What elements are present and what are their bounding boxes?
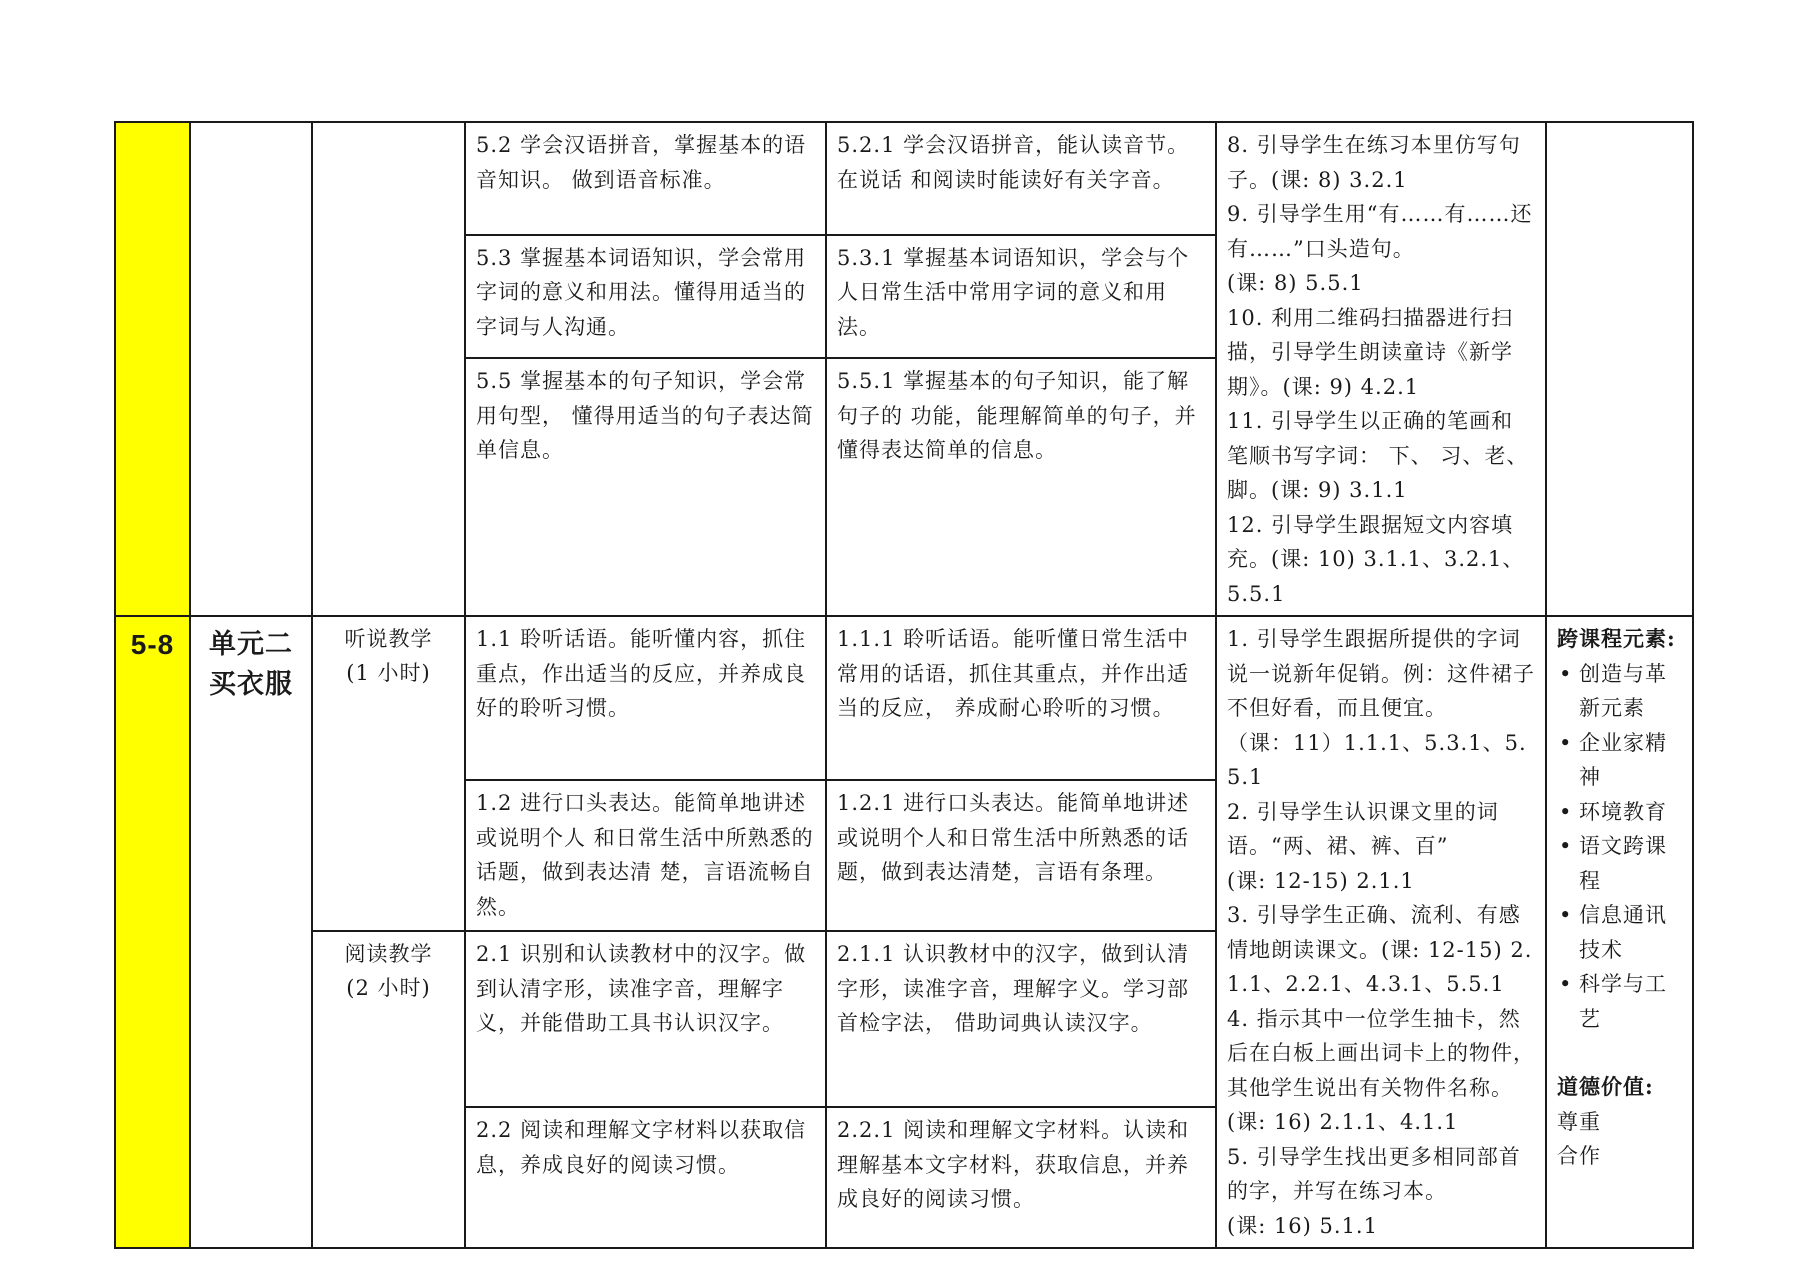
unit-title-line2: 买衣服 [209, 669, 293, 700]
activity-item: 9. 引导学生用“有……有……还有……”口头造句。 [1227, 202, 1533, 261]
content-standard-cell: 5.5 掌握基本的句子知识，学会常用句型， 懂得用适当的句子表达简单信息。 [465, 358, 826, 616]
learning-standard-cell: 5.2.1 学会汉语拼音，能认读音节。在说话 和阅读时能读好有关字音。 [826, 122, 1216, 235]
skill-cell-continued [312, 122, 465, 616]
list-item: • 信息通讯技术 [1557, 898, 1682, 967]
activity-item: (课: 8) 5.5.1 [1227, 271, 1364, 295]
skill-cell-listening [312, 616, 465, 931]
content-standard-cell: 2.2 阅读和理解文字材料以获取信息，养成良好的阅读习惯。 [465, 1107, 826, 1248]
activities-cell [1216, 616, 1546, 1248]
week-label: 5-8 [130, 629, 175, 660]
week-cell-continued [115, 122, 190, 616]
cross-curricular-title: 跨课程元素: [1557, 626, 1676, 651]
table-row [115, 122, 1693, 235]
week-cell [115, 616, 190, 1248]
activity-item: 12. 引导学生跟据短文内容填充。(课: 10) 3.1.1、3.2.1、5.5.1 [1227, 512, 1525, 606]
activity-item: 11. 引导学生以正确的笔画和笔顺书写字词： 下、 习、老、脚。(课: 9) 3.1.1 [1227, 409, 1529, 502]
skill-label: 阅读教学 [344, 942, 433, 966]
activities-cell [1216, 122, 1546, 616]
cross-curricular-cell [1546, 616, 1693, 1248]
content-standard-cell: 1.2 进行口头表达。能简单地讲述或说明个人 和日常生活中所熟悉的话题，做到表达清 楚，言语流畅自然。 [465, 780, 826, 931]
activity-item: 4. 指示其中一位学生抽卡，然后在白板上画出词卡上的物件，其他学生说出有关物件名称。(课: 16) 2.1.1、4.1.1 [1227, 1006, 1535, 1134]
activity-item: (课: 16) 5.1.1 [1227, 1213, 1378, 1238]
learning-standard-cell: 5.5.1 掌握基本的句子知识，能了解句子的 功能，能理解简单的句子，并懂得表达简单的信息。 [826, 358, 1216, 616]
skill-hours: (2 小时) [346, 976, 431, 1000]
learning-standard-cell: 1.1.1 聆听话语。能听懂日常生活中常用的话语，抓住其重点，并作出适当的反应， 养成耐心聆听的习惯。 [826, 616, 1216, 780]
learning-standard-cell: 5.3.1 掌握基本词语知识，学会与个人日常生活中常用字词的意义和用法。 [826, 235, 1216, 359]
cross-curricular-cell-continued [1546, 122, 1693, 616]
list-item: • 语文跨课程 [1557, 829, 1682, 898]
learning-standard-cell: 2.1.1 认识教材中的汉字，做到认清字形，读准字音，理解字义。学习部首检字法， 借助词典认读汉字。 [826, 931, 1216, 1107]
activity-item: （课：11）1.1.1、5.3.1、5.5.1 [1227, 730, 1527, 789]
skill-hours: (1 小时) [346, 661, 431, 685]
skill-cell-reading [312, 931, 465, 1248]
lesson-plan-table [114, 121, 1694, 1249]
list-item: • 环境教育 [1557, 795, 1682, 830]
learning-standard-cell: 1.2.1 进行口头表达。能简单地讲述或说明个人和日常生活中所熟悉的话题，做到表达清楚，言语有条理。 [826, 780, 1216, 931]
list-item: • 企业家精神 [1557, 726, 1682, 795]
activity-item: 1. 引导学生跟据所提供的字词说一说新年促销。例：这件裙子不但好看，而且便宜。 [1227, 627, 1535, 720]
content-standard-cell: 5.2 学会汉语拼音，掌握基本的语音知识。 做到语音标准。 [465, 122, 826, 235]
activity-item: 8. 引导学生在练习本里仿写句子。(课: 8) 3.2.1 [1227, 133, 1521, 192]
unit-cell [190, 616, 312, 1248]
cross-curricular-list [1557, 657, 1682, 1037]
unit-title-line1: 单元二 [209, 629, 293, 660]
activity-item: (课: 12-15) 2.1.1 [1227, 868, 1415, 893]
table-row [115, 616, 1693, 780]
moral-values-title: 道德价值: [1557, 1074, 1654, 1099]
content-standard-cell: 1.1 聆听话语。能听懂内容，抓住重点，作出适当的反应，并养成良好的聆听习惯。 [465, 616, 826, 780]
moral-value-item: 尊重 [1557, 1109, 1601, 1134]
activity-item: 2. 引导学生认识课文里的词语。“两、裙、裤、百” [1227, 799, 1499, 858]
content-standard-cell: 5.3 掌握基本词语知识，学会常用字词的意义和用法。懂得用适当的字词与人沟通。 [465, 235, 826, 359]
activity-item: 10. 利用二维码扫描器进行扫描，引导学生朗读童诗《新学期》。(课: 9) 4.2.1 [1227, 305, 1514, 399]
unit-cell-continued [190, 122, 312, 616]
moral-value-item: 合作 [1557, 1144, 1601, 1168]
list-item: • 科学与工艺 [1557, 967, 1682, 1036]
list-item: • 创造与革新元素 [1557, 657, 1682, 726]
skill-label: 听说教学 [344, 627, 433, 651]
activity-item: 5. 引导学生找出更多相同部首的字，并写在练习本。 [1227, 1144, 1521, 1203]
content-standard-cell: 2.1 识别和认读教材中的汉字。做到认清字形，读准字音，理解字义，并能借助工具书认识汉字。 [465, 931, 826, 1107]
activity-item: 3. 引导学生正确、流利、有感情地朗读课文。(课: 12-15) 2.1.1、2.2.1、4.3.1、5.5.1 [1227, 903, 1533, 996]
learning-standard-cell: 2.2.1 阅读和理解文字材料。认读和理解基本文字材料，获取信息，并养成良好的阅读习惯。 [826, 1107, 1216, 1248]
spacer [1557, 1036, 1682, 1070]
